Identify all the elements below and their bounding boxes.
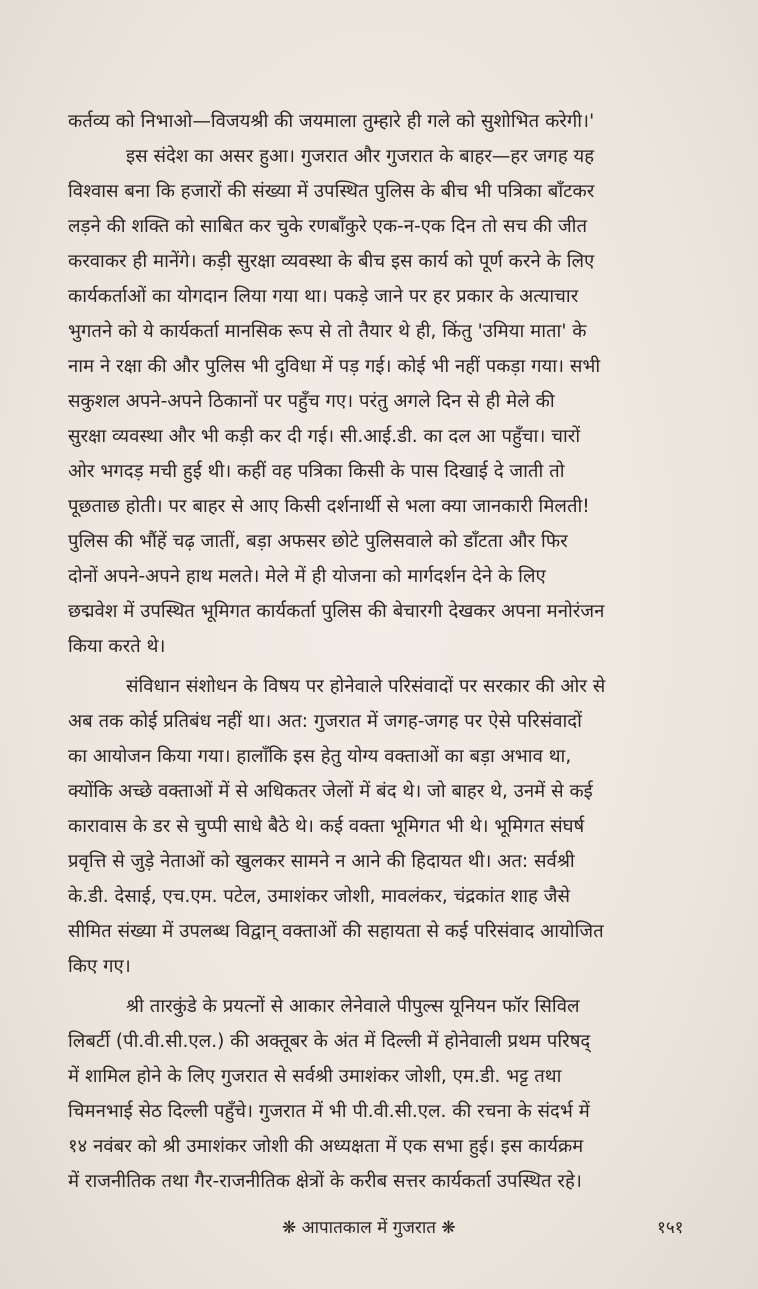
running-footer-title: ❋ आपातकाल में गुजरात ❋ xyxy=(282,1218,456,1238)
text-line: के.डी. देसाई, एच.एम. पटेल, उमाशंकर जोशी, मावलंकर, चंद्रकांत शाह जैसे xyxy=(68,886,570,907)
page-number: १५१ xyxy=(657,1218,684,1238)
page-footer xyxy=(0,1213,758,1243)
text-line: लिबर्टी (पी.वी.सी.एल.) की अक्तूबर के अंत में दिल्ली में होनेवाली प्रथम परिषद् xyxy=(68,1031,591,1052)
text-line: अब तक कोई प्रतिबंध नहीं था। अत: गुजरात में जगह-जगह पर ऐसे परिसंवादों xyxy=(68,711,582,732)
text-line: लड़ने की शक्ति को साबित कर चुके रणबाँकुरे एक-न-एक दिन तो सच की जीत xyxy=(68,216,588,237)
text-line: चिमनभाई सेठ दिल्ली पहुँचे। गुजरात में भी पी.वी.सी.एल. की रचना के संदर्भ में xyxy=(68,1101,590,1122)
text-line: क्योंकि अच्छे वक्ताओं में से अधिकतर जेलों में बंद थे। जो बाहर थे, उनमें से कई xyxy=(68,781,593,802)
text-line: विश्वास बना कि हजारों की संख्या में उपस्थित पुलिस के बीच भी पत्रिका बाँटकर xyxy=(68,181,595,202)
text-line: सकुशल अपने-अपने ठिकानों पर पहुँच गए। परंतु अगले दिन से ही मेले की xyxy=(68,391,555,412)
text-line: नाम ने रक्षा की और पुलिस भी दुविधा में पड़ गई। कोई भी नहीं पकड़ा गया। सभी xyxy=(68,356,601,377)
text-line: में राजनीतिक तथा गैर-राजनीतिक क्षेत्रों के करीब सत्तर कार्यकर्ता उपस्थित रहे। xyxy=(68,1171,582,1192)
text-line: दोनों अपने-अपने हाथ मलते। मेले में ही योजना को मार्गदर्शन देने के लिए xyxy=(68,566,546,587)
text-line: कारावास के डर से चुप्पी साधे बैठे थे। कई वक्ता भूमिगत भी थे। भूमिगत संघर्ष xyxy=(68,816,585,837)
text-line: ओर भगदड़ मची हुई थी। कहीं वह पत्रिका किसी के पास दिखाई दे जाती तो xyxy=(68,461,565,482)
text-line: भुगतने को ये कार्यकर्ता मानसिक रूप से तो तैयार थे ही, किंतु 'उमिया माता' के xyxy=(68,321,587,342)
paragraph-start-line: श्री तारकुंडे के प्रयत्नों से आकार लेनेवाले पीपुल्स यूनियन फॉर सिविल xyxy=(126,996,580,1017)
body-text xyxy=(68,104,693,1199)
text-line: पूछताछ होती। पर बाहर से आए किसी दर्शनार्थी से भला क्या जानकारी मिलती! xyxy=(68,496,590,517)
text-line: किया करते थे। xyxy=(68,636,166,657)
text-line: १४ नवंबर को श्री उमाशंकर जोशी की अध्यक्षता में एक सभा हुई। इस कार्यक्रम xyxy=(68,1136,584,1157)
text-line: कार्यकर्ताओं का योगदान लिया गया था। पकड़े जाने पर हर प्रकार के अत्याचार xyxy=(68,286,579,307)
text-line: करवाकर ही मानेंगे। कड़ी सुरक्षा व्यवस्था के बीच इस कार्य को पूर्ण करने के लिए xyxy=(68,251,595,272)
text-line: किए गए। xyxy=(68,956,131,977)
paragraph-start-line: संविधान संशोधन के विषय पर होनेवाले परिसंवादों पर सरकार की ओर से xyxy=(126,676,606,697)
text-line: में शामिल होने के लिए गुजरात से सर्वश्री उमाशंकर जोशी, एम.डी. भट्ट तथा xyxy=(68,1066,562,1087)
text-line: सीमित संख्या में उपलब्ध विद्वान् वक्ताओं की सहायता से कई परिसंवाद आयोजित xyxy=(68,921,604,942)
paragraph-start-line: इस संदेश का असर हुआ। गुजरात और गुजरात के बाहर—हर जगह यह xyxy=(126,146,595,167)
text-line: सुरक्षा व्यवस्था और भी कड़ी कर दी गई। सी.आई.डी. का दल आ पहुँचा। चारों xyxy=(68,426,581,447)
text-line: पुलिस की भौंहें चढ़ जातीं, बड़ा अफसर छोटे पुलिसवाले को डाँटता और फिर xyxy=(68,531,568,552)
text-line: का आयोजन किया गया। हालाँकि इस हेतु योग्य वक्ताओं का बड़ा अभाव था, xyxy=(68,746,572,767)
text-line: छद्मवेश में उपस्थित भूमिगत कार्यकर्ता पुलिस की बेचारगी देखकर अपना मनोरंजन xyxy=(68,601,605,622)
text-line: प्रवृत्ति से जुड़े नेताओं को खुलकर सामने न आने की हिदायत थी। अत: सर्वश्री xyxy=(68,851,575,872)
text-line: कर्तव्य को निभाओ—विजयश्री की जयमाला तुम्हारे ही गले को सुशोभित करेगी।' xyxy=(68,111,595,132)
